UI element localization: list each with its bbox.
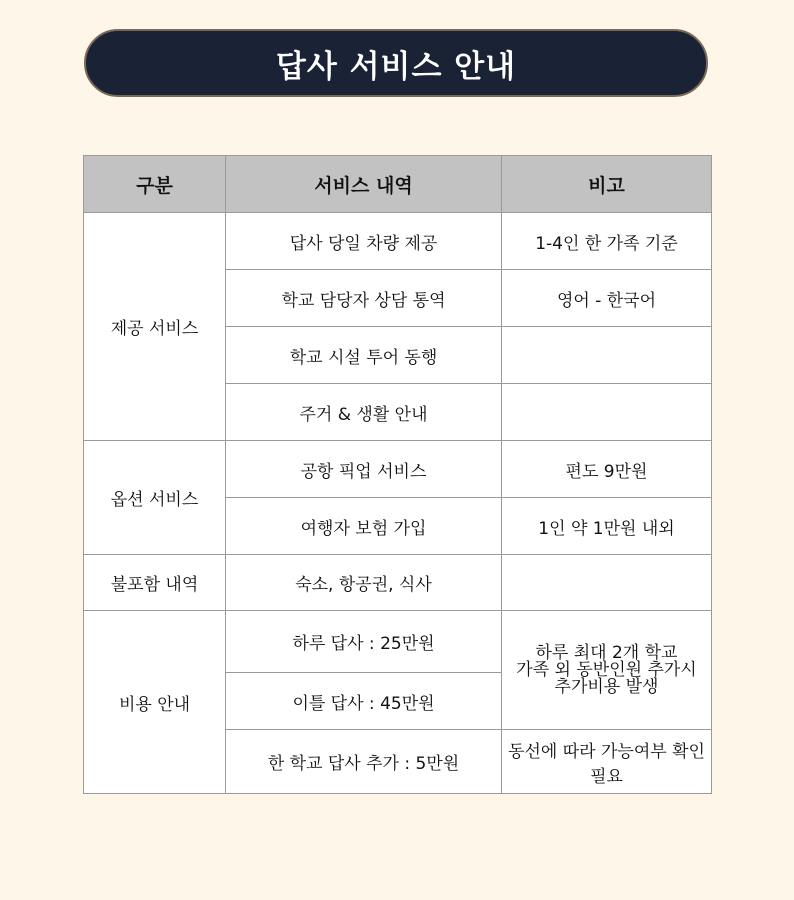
- category-cell: 불포함 내역: [84, 555, 226, 611]
- title-banner: [84, 29, 708, 97]
- note-line: 추가비용 발생: [554, 676, 659, 697]
- table-row: [84, 213, 712, 270]
- note-cell-shared: [502, 611, 712, 730]
- note-cell: [502, 327, 712, 384]
- service-cell: 이틀 답사 : 45만원: [226, 673, 502, 730]
- service-cell: 하루 답사 : 25만원: [226, 611, 502, 673]
- service-table: [83, 155, 712, 794]
- note-cell: [502, 384, 712, 441]
- table-header-row: [84, 156, 712, 213]
- header-note: 비고: [502, 156, 712, 213]
- service-cell: 답사 당일 차량 제공: [226, 213, 502, 270]
- table-row: [84, 441, 712, 498]
- note-cell: 1인 약 1만원 내외: [502, 498, 712, 555]
- table-row: [84, 555, 712, 611]
- service-cell: 한 학교 답사 추가 : 5만원: [226, 730, 502, 794]
- category-cell: 옵션 서비스: [84, 441, 226, 555]
- note-cell: [502, 555, 712, 611]
- header-service: 서비스 내역: [226, 156, 502, 213]
- page-title: 답사 서비스 안내: [275, 48, 517, 85]
- service-cell: 공항 픽업 서비스: [226, 441, 502, 498]
- note-cell: 동선에 따라 가능여부 확인필요: [502, 730, 712, 794]
- service-cell: 여행자 보험 가입: [226, 498, 502, 555]
- service-cell: 학교 시설 투어 동행: [226, 327, 502, 384]
- note-cell: 1-4인 한 가족 기준: [502, 213, 712, 270]
- header-category: 구분: [84, 156, 226, 213]
- table-row: [84, 611, 712, 673]
- service-cell: 숙소, 항공권, 식사: [226, 555, 502, 611]
- note-cell: 편도 9만원: [502, 441, 712, 498]
- note-line: 하루 최대 2개 학교: [535, 642, 678, 663]
- service-cell: 학교 담당자 상담 통역: [226, 270, 502, 327]
- category-cell: 제공 서비스: [84, 213, 226, 441]
- service-cell: 주거 & 생활 안내: [226, 384, 502, 441]
- note-line: 가족 외 동반인원 추가시: [516, 659, 697, 680]
- category-cell: 비용 안내: [84, 611, 226, 794]
- note-cell: 영어 - 한국어: [502, 270, 712, 327]
